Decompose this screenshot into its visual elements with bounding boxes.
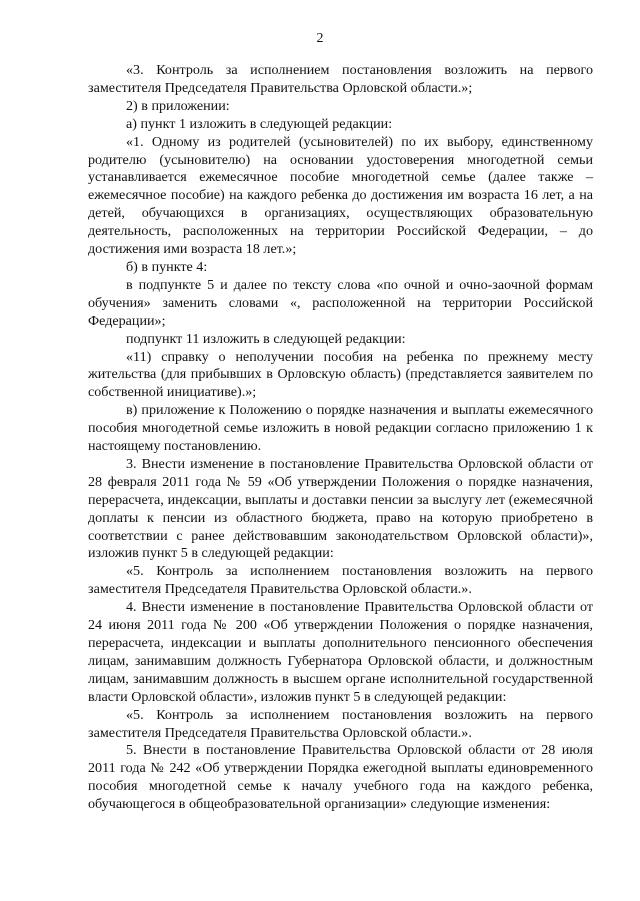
paragraph-item-4: 4. Внести изменение в постановление Правительства Орловской области от 24 июня 2011 года № 200 «Об утверждении Положения о порядке назначения, перерасчета, индексации и выплаты дополнительного пенсионного обеспечения лицам, занимавшим должность Губернатора Орловской области, и должностным лицам, занимавшим должность в высшем органе исполнительной государственной власти Орловской области», изложив пункт 5 в следующей редакции: xyxy=(88,599,593,705)
page-number: 2 xyxy=(316,31,324,46)
paragraph-item-4-quote: «5. Контроль за исполнением постановления возложить на первого заместителя Председателя Правительства Орловской области.». xyxy=(88,706,593,741)
paragraph-item-3: 3. Внести изменение в постановление Правительства Орловской области от 28 февраля 2011 года № 59 «Об утверждении Положения о порядке назначения, перерасчета, индексации, выплаты и доставки пенсии за выслугу лет (ежемесячной доплаты к пенсии из областного бюджета, право на которую приобретено в соответствии с ранее действовавшим законодательством Орловской области)», изложив пункт 5 в следующей редакции: xyxy=(88,455,593,562)
paragraph-item-3-quote: «5. Контроль за исполнением постановления возложить на первого заместителя Председателя Правительства Орловской области.». xyxy=(88,563,593,598)
paragraph-subitem-b: б) в пункте 4: xyxy=(126,258,208,275)
document-body xyxy=(88,62,593,814)
paragraph-control-clause: «3. Контроль за исполнением постановления возложить на первого заместителя Председателя Правительства Орловской области.»; xyxy=(88,62,593,96)
paragraph-subpoint-5: в подпункте 5 и далее по тексту слова «по очной и очно-заочной формам обучения» заменить словами «, расположенной на территории Российской Федерации»; xyxy=(88,276,593,329)
paragraph-item-2: 2) в приложении: xyxy=(126,97,230,114)
paragraph-subitem-a: а) пункт 1 изложить в следующей редакции: xyxy=(126,115,393,132)
paragraph-subitem-v: в) приложение к Положению о порядке назначения и выплаты ежемесячного пособия многодетной семье изложить в новой редакции согласно приложению 1 к настоящему постановлению. xyxy=(88,402,593,455)
paragraph-subpoint-11-intro: подпункт 11 изложить в следующей редакции: xyxy=(126,330,406,347)
paragraph-point-1-text: «1. Одному из родителей (усыновителей) по их выбору, единственному родителю (усыновителю) на основании удостоверения многодетной семьи устанавливается ежемесячное пособие многодетной семье (далее также – ежемесячное пособие) на каждого ребенка до достижения им возраста 16 лет, а на детей, обучающихся в организациях, осуществляющих образовательную деятельность, расположенных на территории Российской Федерации, – до достижения ими возраста 18 лет.»; xyxy=(88,133,593,258)
paragraph-subpoint-11-text: «11) справку о неполучении пособия на ребенка по прежнему месту жительства (для прибывших в Орловскую область) (представляется заявителем по собственной инициативе).»; xyxy=(88,348,593,401)
paragraph-item-5: 5. Внести в постановление Правительства Орловской области от 28 июля 2011 года № 242 «Об утверждении Порядка ежегодной выплаты единовременного пособия многодетной семье к началу учебного года на каждого ребенка, обучающегося в общеобразовательной организации» следующие изменения: xyxy=(88,742,593,813)
